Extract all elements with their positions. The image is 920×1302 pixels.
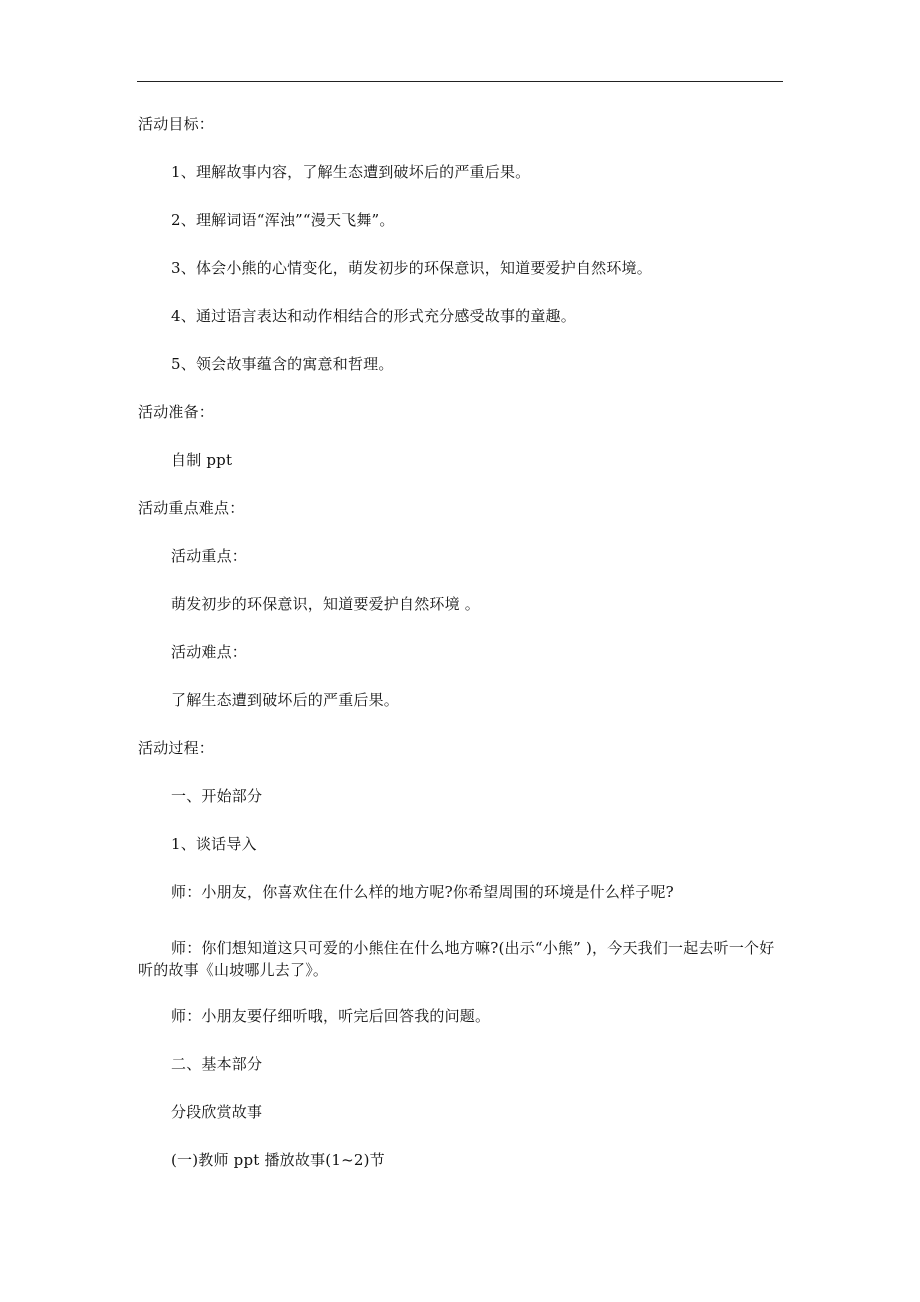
teacher-line-1: 师：小朋友，你喜欢住在什么样的地方呢?你希望周围的环境是什么样子呢?: [171, 883, 674, 901]
objective-5: 5、领会故事蕴含的寓意和哲理。: [171, 355, 394, 373]
heading-objectives: 活动目标：: [138, 115, 215, 133]
preparation-item: 自制 ppt: [171, 451, 233, 469]
subheading-difficulty: 活动难点：: [171, 643, 248, 661]
objective-4: 4、通过语言表达和动作相结合的形式充分感受故事的童趣。: [171, 307, 576, 325]
objective-2: 2、理解词语“浑浊”“漫天飞舞”。: [171, 211, 395, 229]
heading-key-points: 活动重点难点：: [138, 499, 245, 517]
heading-preparation: 活动准备：: [138, 403, 215, 421]
header-rule: [137, 81, 783, 82]
segment-appreciation: 分段欣赏故事: [171, 1103, 263, 1121]
teacher-line-3: 师：小朋友要仔细听哦，听完后回答我的问题。: [171, 1007, 491, 1025]
section-basic: 二、基本部分: [171, 1055, 263, 1073]
key-point-text: 萌发初步的环保意识，知道要爱护自然环境 。: [171, 595, 480, 613]
objective-1: 1、理解故事内容，了解生态遭到破坏后的严重后果。: [171, 163, 531, 181]
step-talk-intro: 1、谈话导入: [171, 835, 257, 853]
difficulty-text: 了解生态遭到破坏后的严重后果。: [171, 691, 400, 709]
ppt-story-step: (一)教师 ppt 播放故事(1~2)节: [171, 1151, 385, 1169]
section-opening: 一、开始部分: [171, 787, 263, 805]
teacher-line-2: 师：你们想知道这只可爱的小熊住在什么地方嘛?(出示“小熊” )，今天我们一起去听一个好听的故事《山坡哪儿去了》。: [138, 939, 775, 979]
heading-process: 活动过程：: [138, 739, 215, 757]
objective-3: 3、体会小熊的心情变化，萌发初步的环保意识，知道要爱护自然环境。: [171, 259, 652, 277]
subheading-key-point: 活动重点：: [171, 547, 248, 565]
